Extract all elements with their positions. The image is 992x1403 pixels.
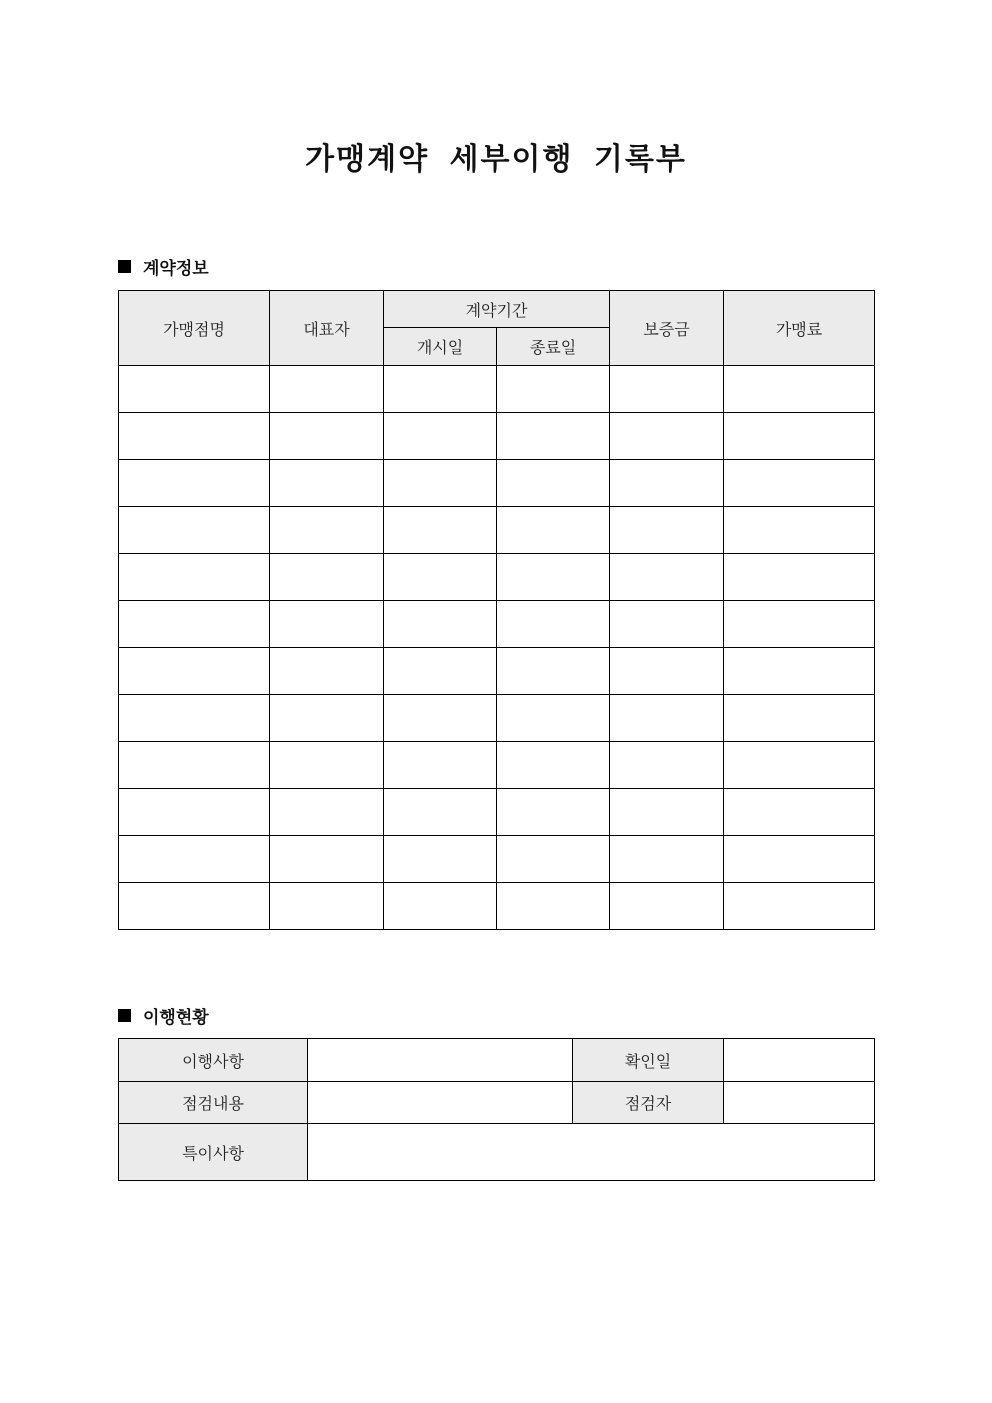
end-date-cell[interactable]	[497, 883, 610, 930]
deposit-cell[interactable]	[610, 554, 724, 601]
franchise-fee-cell[interactable]	[724, 648, 875, 695]
header-deposit: 보증금	[610, 291, 724, 366]
representative-cell[interactable]	[270, 883, 384, 930]
store-name-cell[interactable]	[119, 836, 270, 883]
deposit-cell[interactable]	[610, 695, 724, 742]
table-row	[119, 695, 875, 742]
start-date-cell[interactable]	[384, 601, 497, 648]
start-date-cell[interactable]	[384, 883, 497, 930]
end-date-cell[interactable]	[497, 366, 610, 413]
table-row	[119, 883, 875, 930]
representative-cell[interactable]	[270, 413, 384, 460]
store-name-cell[interactable]	[119, 742, 270, 789]
end-date-cell[interactable]	[497, 836, 610, 883]
store-name-cell[interactable]	[119, 460, 270, 507]
inspection-content-field[interactable]	[308, 1082, 573, 1124]
end-date-cell[interactable]	[497, 554, 610, 601]
franchise-fee-cell[interactable]	[724, 695, 875, 742]
label-performance-item: 이행사항	[119, 1039, 308, 1082]
performance-status-table	[118, 1038, 875, 1181]
start-date-cell[interactable]	[384, 742, 497, 789]
start-date-cell[interactable]	[384, 789, 497, 836]
label-remarks: 특이사항	[119, 1124, 308, 1181]
end-date-cell[interactable]	[497, 601, 610, 648]
franchise-fee-cell[interactable]	[724, 601, 875, 648]
representative-cell[interactable]	[270, 460, 384, 507]
representative-cell[interactable]	[270, 742, 384, 789]
franchise-fee-cell[interactable]	[724, 789, 875, 836]
performance-item-field[interactable]	[308, 1039, 573, 1082]
section-heading-contract-info	[118, 254, 209, 279]
inspector-field[interactable]	[724, 1082, 875, 1124]
confirm-date-field[interactable]	[724, 1039, 875, 1082]
representative-cell[interactable]	[270, 507, 384, 554]
square-bullet-icon	[118, 1009, 131, 1022]
section-heading-performance-status	[118, 1003, 209, 1028]
deposit-cell[interactable]	[610, 413, 724, 460]
label-confirm-date: 확인일	[573, 1039, 724, 1082]
end-date-cell[interactable]	[497, 648, 610, 695]
table-row	[119, 460, 875, 507]
start-date-cell[interactable]	[384, 836, 497, 883]
end-date-cell[interactable]	[497, 507, 610, 554]
start-date-cell[interactable]	[384, 554, 497, 601]
start-date-cell[interactable]	[384, 460, 497, 507]
franchise-fee-cell[interactable]	[724, 883, 875, 930]
representative-cell[interactable]	[270, 789, 384, 836]
store-name-cell[interactable]	[119, 554, 270, 601]
store-name-cell[interactable]	[119, 601, 270, 648]
deposit-cell[interactable]	[610, 460, 724, 507]
franchise-fee-cell[interactable]	[724, 554, 875, 601]
deposit-cell[interactable]	[610, 883, 724, 930]
header-representative: 대표자	[270, 291, 384, 366]
end-date-cell[interactable]	[497, 413, 610, 460]
section-heading-label: 이행현황	[143, 1008, 209, 1028]
deposit-cell[interactable]	[610, 836, 724, 883]
label-inspection-content: 점검내용	[119, 1082, 308, 1124]
deposit-cell[interactable]	[610, 601, 724, 648]
table-row	[119, 836, 875, 883]
franchise-fee-cell[interactable]	[724, 742, 875, 789]
label-inspector: 점검자	[573, 1082, 724, 1124]
end-date-cell[interactable]	[497, 742, 610, 789]
start-date-cell[interactable]	[384, 648, 497, 695]
section-heading-label: 계약정보	[143, 259, 209, 279]
franchise-fee-cell[interactable]	[724, 366, 875, 413]
deposit-cell[interactable]	[610, 789, 724, 836]
table-row	[119, 413, 875, 460]
table-row	[119, 742, 875, 789]
square-bullet-icon	[118, 260, 131, 273]
table-row	[119, 648, 875, 695]
start-date-cell[interactable]	[384, 507, 497, 554]
representative-cell[interactable]	[270, 601, 384, 648]
end-date-cell[interactable]	[497, 789, 610, 836]
store-name-cell[interactable]	[119, 648, 270, 695]
representative-cell[interactable]	[270, 554, 384, 601]
table-row	[119, 507, 875, 554]
franchise-fee-cell[interactable]	[724, 836, 875, 883]
table-row	[119, 601, 875, 648]
remarks-field[interactable]	[308, 1124, 875, 1181]
header-start-date: 개시일	[384, 328, 497, 366]
header-contract-period: 계약기간	[384, 291, 610, 328]
deposit-cell[interactable]	[610, 648, 724, 695]
representative-cell[interactable]	[270, 366, 384, 413]
representative-cell[interactable]	[270, 648, 384, 695]
store-name-cell[interactable]	[119, 883, 270, 930]
store-name-cell[interactable]	[119, 695, 270, 742]
franchise-fee-cell[interactable]	[724, 507, 875, 554]
representative-cell[interactable]	[270, 836, 384, 883]
franchise-fee-cell[interactable]	[724, 460, 875, 507]
header-franchise-fee: 가맹료	[724, 291, 875, 366]
start-date-cell[interactable]	[384, 413, 497, 460]
deposit-cell[interactable]	[610, 742, 724, 789]
header-store-name: 가맹점명	[119, 291, 270, 366]
deposit-cell[interactable]	[610, 507, 724, 554]
representative-cell[interactable]	[270, 695, 384, 742]
start-date-cell[interactable]	[384, 695, 497, 742]
franchise-fee-cell[interactable]	[724, 413, 875, 460]
contract-info-table	[118, 290, 875, 930]
deposit-cell[interactable]	[610, 366, 724, 413]
header-end-date: 종료일	[497, 328, 610, 366]
document-title: 가맹계약 세부이행 기록부	[305, 142, 687, 177]
store-name-cell[interactable]	[119, 789, 270, 836]
store-name-cell[interactable]	[119, 507, 270, 554]
store-name-cell[interactable]	[119, 366, 270, 413]
table-row	[119, 789, 875, 836]
end-date-cell[interactable]	[497, 695, 610, 742]
table-row	[119, 554, 875, 601]
end-date-cell[interactable]	[497, 460, 610, 507]
start-date-cell[interactable]	[384, 366, 497, 413]
store-name-cell[interactable]	[119, 413, 270, 460]
table-row	[119, 366, 875, 413]
